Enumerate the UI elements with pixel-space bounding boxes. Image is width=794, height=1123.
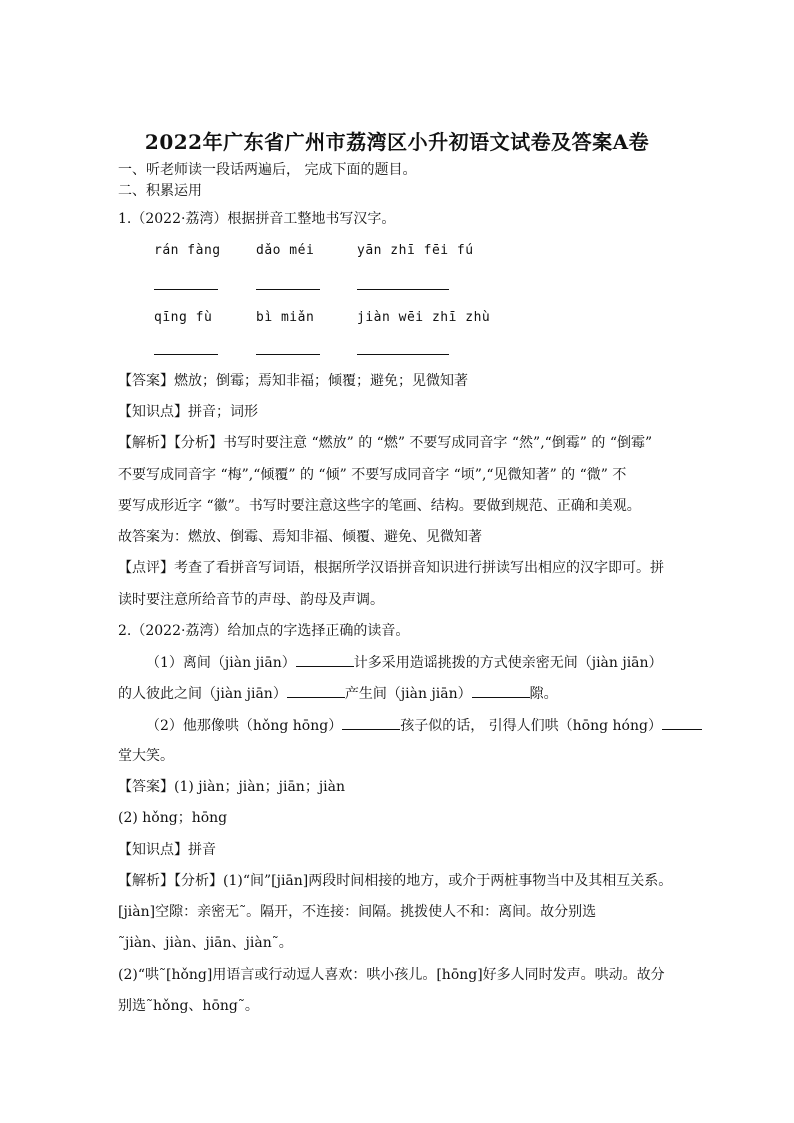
answer-blank xyxy=(472,684,530,698)
q2-s1-part-b: 计多采用造谣挑拨的方式使亲密无间（jiàn jiān） xyxy=(353,655,663,671)
question-2-stem: 2.（2022·荔湾）给加点的字选择正确的读音。 xyxy=(118,623,410,639)
q1-comment-line-1: 【点评】考查了看拼音写词语，根据所学汉语拼音知识进行拼读写出相应的汉字即可。拼 xyxy=(118,560,664,576)
pinyin-item-6: jiàn wēi zhī zhù xyxy=(357,310,491,325)
pinyin-item-2: dǎo méi xyxy=(256,243,315,258)
q1-analysis-line-1: 【解析】【分析】书写时要注意 “燃放” 的 “燃” 不要写成同音字 “然”,“倒霉” 的 “倒霉” xyxy=(118,435,653,451)
page-title: 2022年广东省广州市荔湾区小升初语文试卷及答案A卷 xyxy=(144,130,650,154)
q1-final-answer: 故答案为：燃放、倒霉、焉知非福、倾覆、避免、见微知著 xyxy=(118,529,482,545)
q2-analysis-line-4: (2)“哄˜[hǒng]用语言或行动逗人喜欢：哄小孩儿。[hōng]好多人同时发声。哄动。故分 xyxy=(118,967,665,983)
question-1-stem: 1.（2022·荔湾）根据拼音工整地书写汉字。 xyxy=(118,211,396,227)
q2-s2-part-a: （2）他那像哄（hǒng hōng） xyxy=(146,718,343,734)
q2-sentence-1-line-2 xyxy=(118,684,558,703)
q1-knowledge: 【知识点】拼音；词形 xyxy=(118,404,258,420)
q2-analysis-line-1: 【解析】【分析】(1)“间”[jiān]两段时间相接的地方，或介于两桩事物当中及其相互关系。 xyxy=(118,873,673,889)
q1-comment-line-2: 读时要注意所给音节的声母、韵母及声调。 xyxy=(118,592,384,608)
pinyin-item-4: qīng fù xyxy=(154,310,213,325)
pinyin-item-1: rán fàng xyxy=(154,243,221,258)
q2-knowledge: 【知识点】拼音 xyxy=(118,842,216,858)
section-2-heading: 二、积累运用 xyxy=(118,183,202,199)
answer-blank xyxy=(296,653,354,667)
q2-s2-part-b: 孩子似的话， 引得人们哄（hōng hóng） xyxy=(400,718,662,734)
q2-s2-part-c: 堂大笑。 xyxy=(118,748,174,764)
answer-blank-3 xyxy=(357,289,449,290)
answer-blank-6 xyxy=(357,354,449,355)
q2-s1-part-e: 隙。 xyxy=(529,686,558,702)
q2-answer-line-2: (2) hǒng；hōng xyxy=(118,810,228,826)
section-1-heading: 一、听老师读一段话两遍后， 完成下面的题目。 xyxy=(118,162,417,178)
pinyin-item-3: yān zhī fēi fú xyxy=(357,243,474,258)
q2-s1-part-d: 产生间（jiàn jiān） xyxy=(344,686,472,702)
answer-blank-5 xyxy=(256,354,320,355)
answer-blank-2 xyxy=(256,289,320,290)
q2-sentence-1-line-1 xyxy=(146,653,663,672)
answer-blank xyxy=(662,716,702,730)
q2-analysis-line-5: 别选˜hǒng、hōng˜。 xyxy=(118,998,259,1014)
q2-s1-part-c: 的人彼此之间（jiàn jiān） xyxy=(118,686,287,702)
answer-blank xyxy=(342,716,400,730)
answer-blank-1 xyxy=(154,289,218,290)
answer-blank-4 xyxy=(154,354,218,355)
q1-answer: 【答案】燃放；倒霉；焉知非福；倾覆；避免；见微知著 xyxy=(118,373,468,389)
pinyin-item-5: bì miǎn xyxy=(256,310,315,325)
q2-answer-line-1: 【答案】(1) jiàn；jiàn；jiān；jiàn xyxy=(118,779,346,795)
q2-analysis-line-3: ˜jiàn、jiàn、jiān、jiàn˜。 xyxy=(118,935,293,951)
q1-analysis-line-2: 不要写成同音字 “梅”,“倾覆” 的 “倾” 不要写成同音字 “顷”,“见微知著” 的 “微” 不 xyxy=(118,467,627,483)
q2-sentence-2-line-1 xyxy=(146,716,702,735)
q2-analysis-line-2: [jiàn]空隙：亲密无˜。隔开，不连接：间隔。挑拨使人不和：离间。故分别选 xyxy=(118,904,597,920)
q1-analysis-line-3: 要写成形近字 “徽”。书写时要注意这些字的笔画、结构。要做到规范、正确和美观。 xyxy=(118,498,641,514)
q2-s1-part-a: （1）离间（jiàn jiān） xyxy=(146,655,296,671)
answer-blank xyxy=(287,684,345,698)
